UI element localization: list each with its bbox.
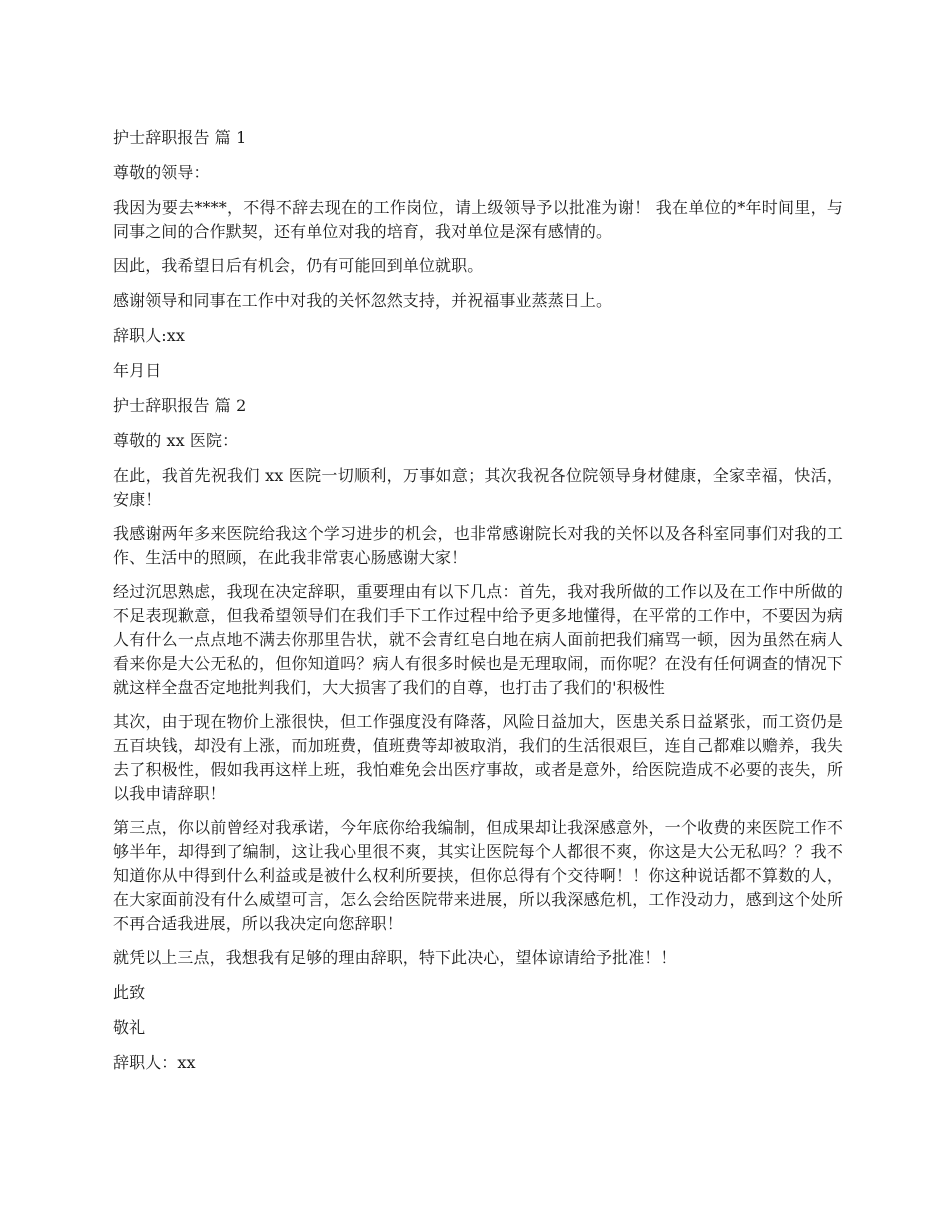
paragraph-greeting: 在此，我首先祝我们 xx 医院一切顺利，万事如意；其次我祝各位院领导身材健康，全家幸福，快活，安康！ <box>113 466 843 509</box>
salutation-2: 尊敬的 xx 医院： <box>113 431 239 450</box>
date-line-1: 年月日 <box>113 361 162 380</box>
section-title-1: 护士辞职报告 篇 1 <box>113 128 247 147</box>
document-body <box>113 126 843 1086</box>
paragraph-reason-second: 其次，由于现在物价上涨很快，但工作强度没有降落，风险日益加大，医患关系日益紧张，而工资仍是五百块钱，却没有上涨，而加班费，值班费等却被取消，我们的生活很艰巨，连自己都难以赡养，我失去了积极性，假如我再这样上班，我怕难免会出医疗事故，或者是意外，给医院造成不必要的丧失，所以我申请辞职！ <box>113 712 843 803</box>
paragraph-hope: 因此，我希望日后有机会，仍有可能回到单位就职。 <box>113 256 484 275</box>
paragraph-reason-1: 我因为要去****，不得不辞去现在的工作岗位，请上级领导予以批准为谢！ 我在单位的*年时间里，与同事之间的合作默契，还有单位对我的培育，我对单位是深有感情的。 <box>113 198 843 241</box>
signature-1: 辞职人:xx <box>113 326 186 345</box>
closing-salute: 敬礼 <box>113 1018 146 1037</box>
paragraph-conclusion: 就凭以上三点，我想我有足够的理由辞职，特下此决心，望体谅请给予批准！！ <box>113 948 677 967</box>
signature-2: 辞职人：xx <box>113 1053 196 1072</box>
section-title-2: 护士辞职报告 篇 2 <box>113 396 247 415</box>
paragraph-reason-third: 第三点，你以前曾经对我承诺，今年底你给我编制，但成果却让我深感意外，一个收费的来医院工作不够半年，却得到了编制，这让我心里很不爽，其实让医院每个人都很不爽，你这是大公无私吗？？我不知道你从中得到什么利益或是被什么权利所要挟，但你总得有个交待啊！！你这种说话都不算数的人，在大家面前没有什么威望可言，怎么会给医院带来进展，所以我深感危机，工作没动力，感到这个处所不再合适我进展，所以我决定向您辞职！ <box>113 818 843 933</box>
closing-line: 此致 <box>113 983 146 1002</box>
salutation-1: 尊敬的领导： <box>113 163 210 182</box>
paragraph-reason-first: 经过沉思熟虑，我现在决定辞职，重要理由有以下几点：首先，我对我所做的工作以及在工作中所做的不足表现歉意，但我希望领导们在我们手下工作过程中给予更多地懂得，在平常的工作中，不要因为病人有什么一点点地不满去你那里告状，就不会青红皂白地在病人面前把我们痛骂一顿，因为虽然在病人看来你是大公无私的，但你知道吗？病人有很多时候也是无理取闹，而你呢？在没有任何调查的情况下就这样全盘否定地批判我们，大大损害了我们的自尊，也打击了我们的'积极性 <box>113 582 843 697</box>
paragraph-thanks-2: 我感谢两年多来医院给我这个学习进步的机会，也非常感谢院长对我的关怀以及各科室同事们对我的工作、生活中的照顾，在此我非常衷心肠感谢大家！ <box>113 524 843 567</box>
paragraph-thanks-1: 感谢领导和同事在工作中对我的关怀忽然支持，并祝福事业蒸蒸日上。 <box>113 291 613 310</box>
